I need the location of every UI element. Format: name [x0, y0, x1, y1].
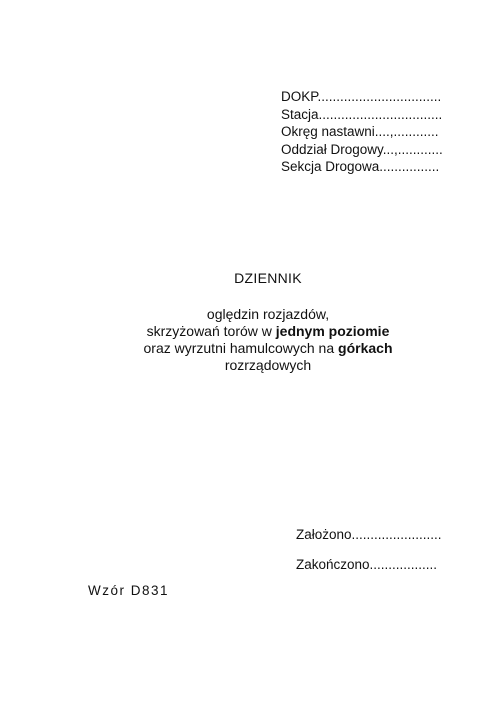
document-title: DZIENNIK — [234, 270, 302, 286]
document-title-block — [0, 270, 500, 374]
subtitle-line-3-regular: oraz wyrzutni hamulcowych na — [143, 340, 339, 356]
form-id: Wzór D831 — [88, 583, 170, 598]
station-field: Stacja................................. — [281, 106, 443, 122]
dokp-field: DOKP................................. — [281, 89, 442, 104]
subtitle-line-2 — [36, 323, 500, 340]
subtitle-line-1: oględzin rozjazdów, — [206, 306, 330, 322]
subtitle-line-3 — [36, 340, 500, 357]
track-section-field: Sekcja Drogowa................ — [281, 159, 440, 174]
subtitle-line-2-bold: jednym poziomie — [275, 323, 390, 339]
subtitle-line-4: rozrządowych — [224, 357, 312, 373]
signal-box-district-field: Okręg nastawni....,............ — [281, 124, 439, 139]
closed-date-field: Zakończono.................. — [296, 557, 438, 572]
subtitle-line-2-regular: skrzyżowań torów w — [146, 323, 276, 339]
document-subtitle — [36, 306, 500, 374]
subtitle-line-3-bold: górkach — [338, 340, 393, 356]
unit-header — [281, 88, 491, 176]
founded-date-field: Założono........................ — [296, 527, 442, 542]
track-division-field: Oddział Drogowy...,............ — [281, 141, 443, 157]
